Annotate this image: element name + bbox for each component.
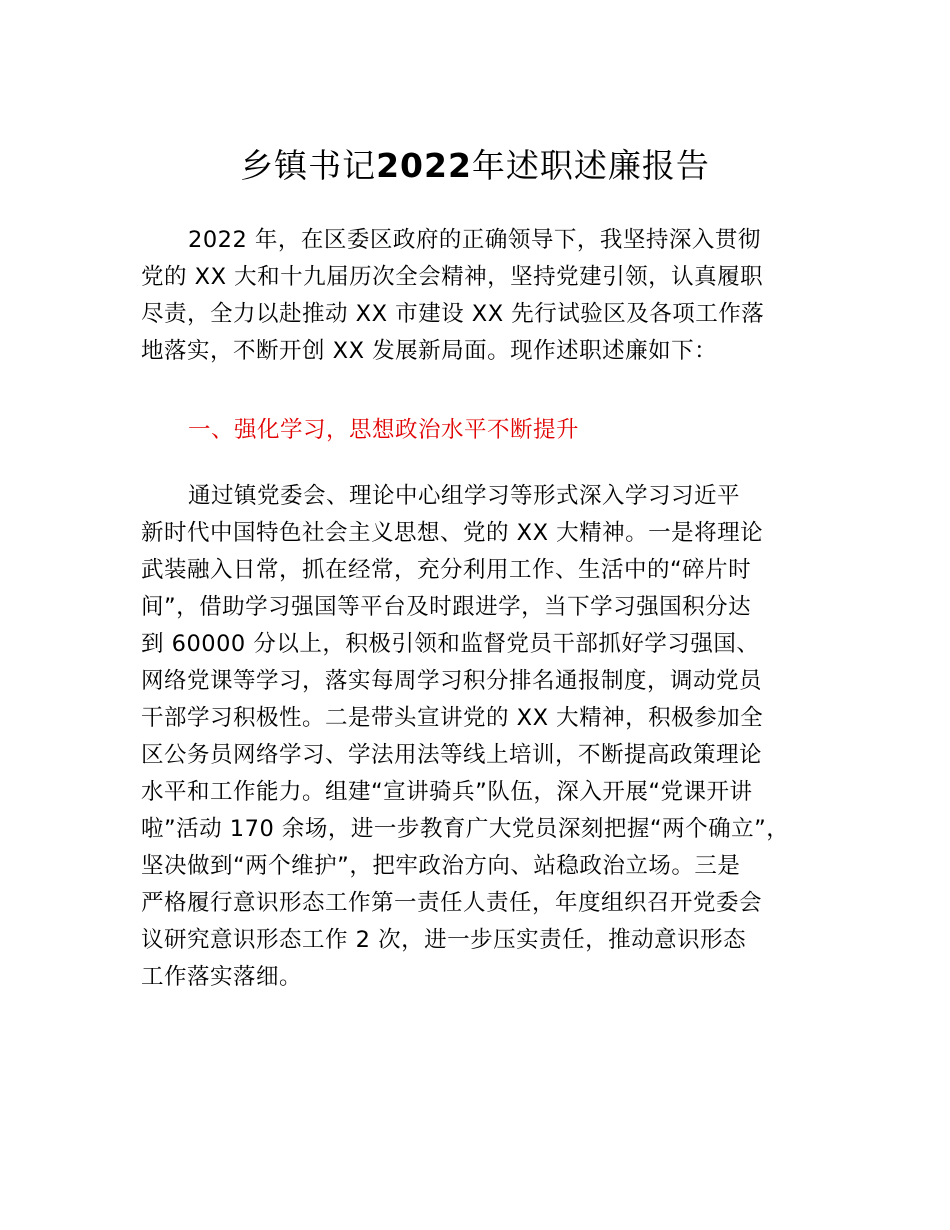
- section1-line: 干部学习积极性。二是带头宣讲党的 XX 大精神，积极参加全: [141, 705, 764, 731]
- section1-line: 到 60000 分以上，积极引领和监督党员干部抓好学习强国、: [141, 631, 760, 657]
- section1-line: 新时代中国特色社会主义思想、党的 XX 大精神。一是将理论: [141, 520, 764, 546]
- section1-line: 坚决做到“两个维护”，把牢政治方向、站稳政治立场。三是: [141, 853, 741, 879]
- section1-line: 水平和工作能力。组建“宣讲骑兵”队伍，深入开展“党课开讲: [141, 779, 753, 805]
- title-year: 2022: [376, 146, 472, 185]
- section1-line: 区公务员网络学习、学法用法等线上培训，不断提高政策理论: [141, 742, 763, 768]
- title-suffix: 年述职述廉报告: [471, 146, 710, 185]
- intro-paragraph: [141, 222, 821, 370]
- section1-heading-wrap: [141, 412, 821, 449]
- section1-line: 工作落实落细。: [141, 964, 303, 990]
- intro-line: 地落实，不断开创 XX 发展新局面。现作述职述廉如下：: [141, 338, 718, 364]
- document-title: [0, 142, 950, 190]
- intro-line: 2022 年，在区委区政府的正确领导下，我坚持深入贯彻: [188, 227, 761, 253]
- section1-line: 通过镇党委会、理论中心组学习等形式深入学习习近平: [188, 483, 741, 509]
- intro-line: 党的 XX 大和十九届历次全会精神，坚持党建引领，认真履职: [141, 264, 764, 290]
- intro-line: 尽责，全力以赴推动 XX 市建设 XX 先行试验区及各项工作落: [141, 301, 765, 327]
- section1-line: 网络党课等学习，落实每周学习积分排名通报制度，调动党员: [141, 668, 763, 694]
- section1-line: 议研究意识形态工作 2 次，进一步压实责任，推动意识形态: [141, 927, 747, 953]
- section1-line: 啦”活动 170 余场，进一步教育广大党员深刻把握“两个确立”，: [141, 816, 790, 842]
- section1-line: 严格履行意识形态工作第一责任人责任，年度组织召开党委会: [141, 890, 763, 916]
- title-prefix: 乡镇书记: [240, 146, 377, 185]
- section1-line: 武装融入日常，抓在经常，充分利用工作、生活中的“碎片时: [141, 557, 752, 583]
- section1-paragraph: [141, 478, 821, 996]
- section-heading: 一、强化学习，思想政治水平不断提升: [188, 417, 580, 443]
- section1-line: 间”，借助学习强国等平台及时跟进学，当下学习强国积分达: [141, 594, 752, 620]
